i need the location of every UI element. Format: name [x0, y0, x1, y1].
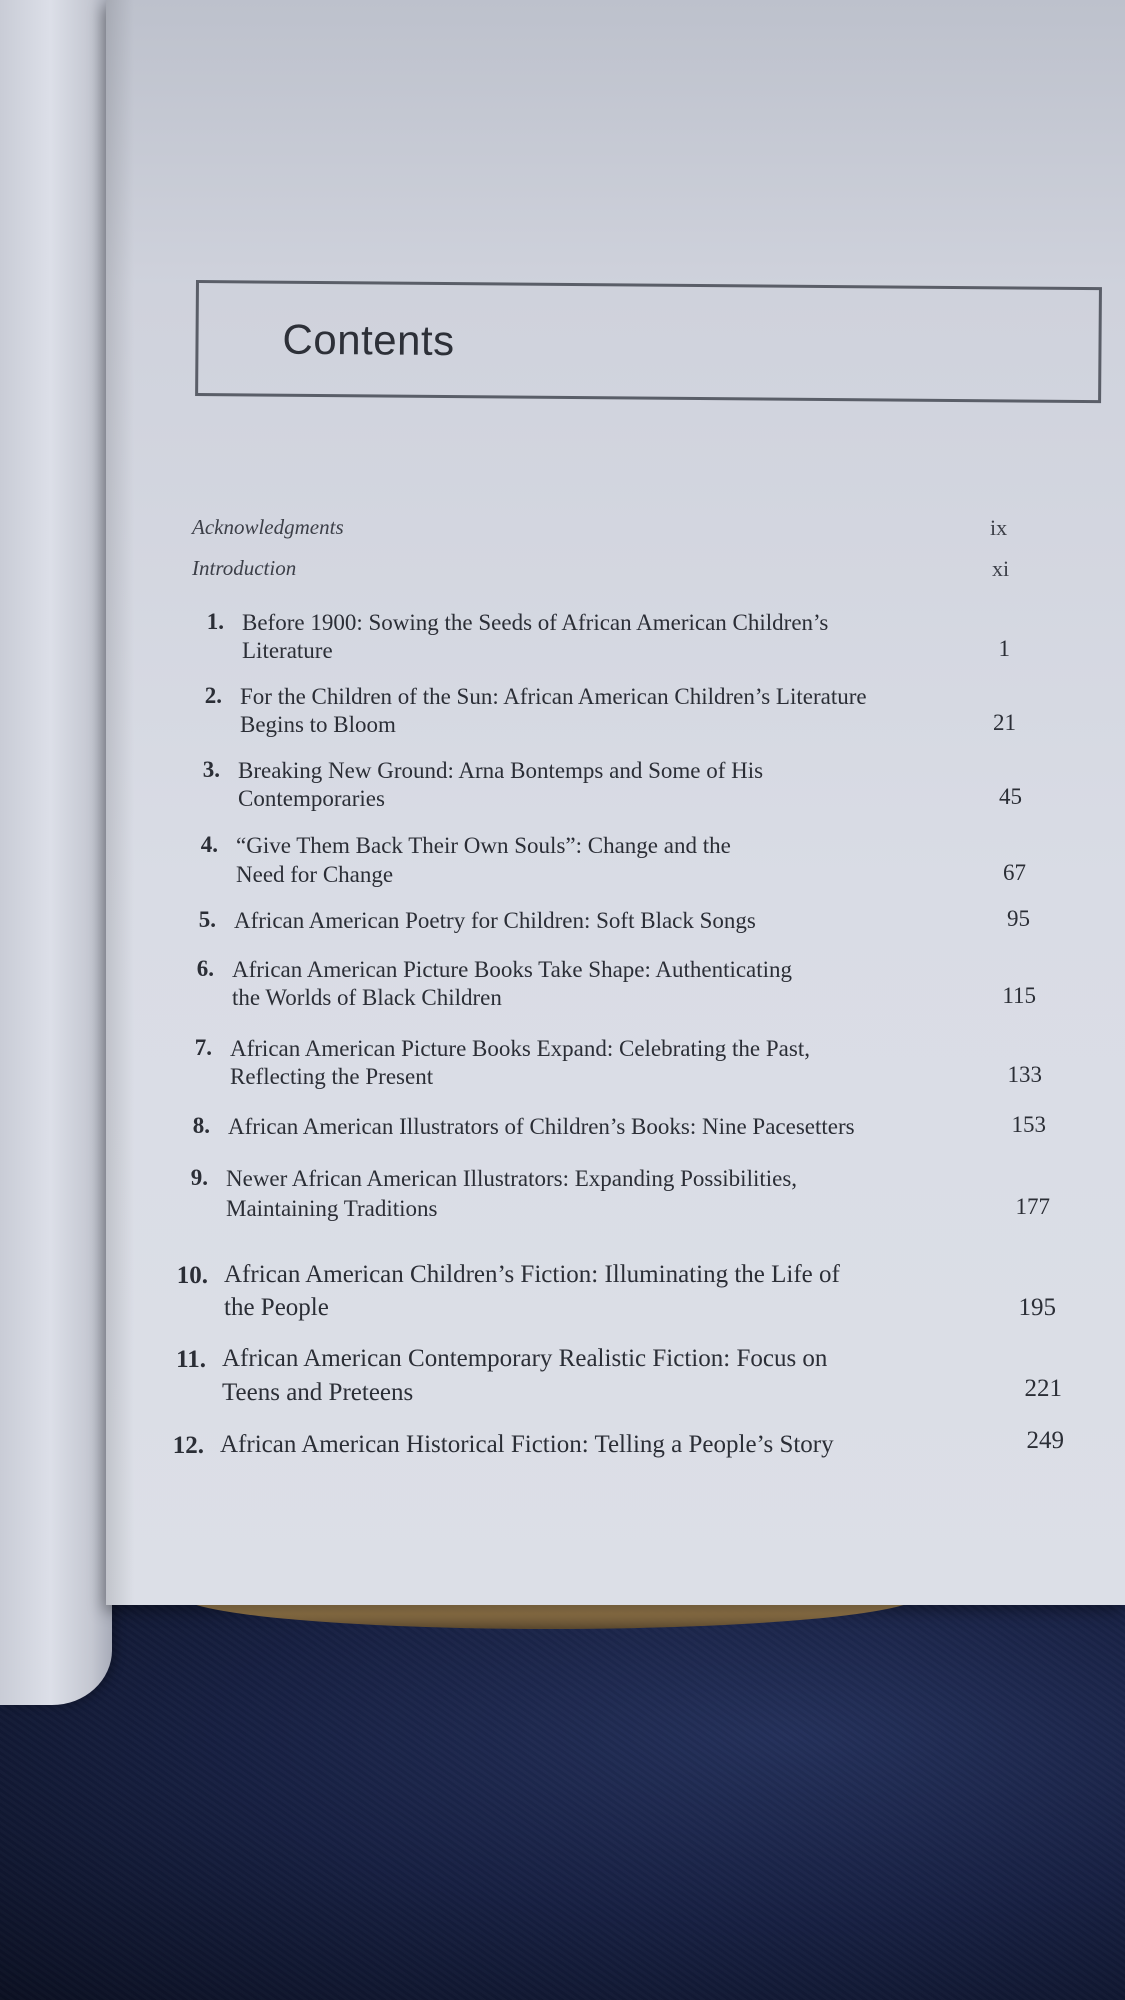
page-title: Contents: [282, 315, 455, 365]
chapter-page: 221: [1024, 1375, 1062, 1402]
chapter-title-line-2: Need for Change: [236, 862, 394, 887]
chapter-title-line-1: African American Historical Fiction: Telling a People’s Story: [220, 1431, 834, 1458]
chapter-page: 45: [999, 784, 1022, 809]
entry-page: ix: [990, 515, 1008, 540]
contents-page: [106, 0, 1125, 1605]
chapter-number: 5.: [198, 907, 216, 932]
chapter-title-line-1: African American Picture Books Take Shape: Authenticating: [232, 957, 793, 982]
chapter-number: 2.: [204, 683, 222, 708]
chapter-title-line-2: Literature: [242, 638, 333, 663]
chapter-page: 177: [1015, 1194, 1050, 1219]
chapter-title-line-2: Maintaining Traditions: [226, 1196, 438, 1221]
chapter-title-line-2: the Worlds of Black Children: [232, 985, 502, 1010]
chapter-number: 10.: [176, 1262, 208, 1289]
entry-title: Acknowledgments: [192, 515, 344, 539]
chapter-number: 4.: [200, 832, 218, 857]
chapter-title-line-1: Breaking New Ground: Arna Bontemps and Some of His: [238, 758, 764, 783]
chapter-page: 195: [1018, 1294, 1056, 1321]
chapter-page: 95: [1007, 906, 1030, 931]
chapter-title-line-1: African American Illustrators of Children’s Books: Nine Pacesetters: [228, 1114, 855, 1139]
chapter-number: 3.: [202, 757, 220, 782]
chapter-title-line-1: African American Poetry for Children: Soft Black Songs: [234, 908, 756, 933]
chapter-title-line-2: Teens and Preteens: [222, 1379, 414, 1406]
entry-title: Introduction: [192, 556, 297, 580]
chapter-title-line-1: Before 1900: Sowing the Seeds of African American Children’s: [242, 610, 829, 635]
chapter-title-line-2: the People: [224, 1294, 329, 1321]
table-of-contents: [106, 0, 1125, 1605]
chapter-page: 153: [1011, 1112, 1046, 1137]
chapter-title-line-1: African American Children’s Fiction: Illuminating the Life of: [224, 1261, 840, 1288]
chapter-title-line-1: Newer African American Illustrators: Expanding Possibilities,: [226, 1166, 798, 1191]
chapter-number: 11.: [176, 1346, 206, 1373]
chapter-title-line-1: For the Children of the Sun: African American Children’s Literature: [240, 684, 867, 709]
chapter-number: 1.: [206, 609, 224, 634]
chapter-page: 21: [993, 710, 1016, 735]
entry-page: xi: [992, 556, 1010, 581]
chapter-page: 1: [998, 636, 1010, 661]
chapter-page: 115: [1002, 983, 1036, 1008]
chapter-title-line-2: Reflecting the Present: [230, 1064, 434, 1089]
chapter-number: 7.: [194, 1035, 212, 1060]
left-page-edge: [0, 0, 112, 1705]
chapter-page: 133: [1007, 1062, 1042, 1087]
chapter-title-line-1: “Give Them Back Their Own Souls”: Change and the: [236, 833, 731, 858]
chapter-number: 8.: [192, 1113, 210, 1138]
chapter-page: 67: [1003, 860, 1026, 885]
chapter-number: 9.: [190, 1165, 208, 1190]
chapter-page: 249: [1026, 1427, 1064, 1454]
chapter-title-line-2: Contemporaries: [238, 786, 385, 811]
chapter-title-line-1: African American Picture Books Expand: Celebrating the Past,: [230, 1036, 810, 1061]
chapter-number: 12.: [172, 1432, 204, 1459]
chapter-number: 6.: [196, 956, 214, 981]
chapter-title-line-2: Begins to Bloom: [240, 712, 396, 737]
chapter-title-line-1: African American Contemporary Realistic Fiction: Focus on: [222, 1345, 828, 1372]
